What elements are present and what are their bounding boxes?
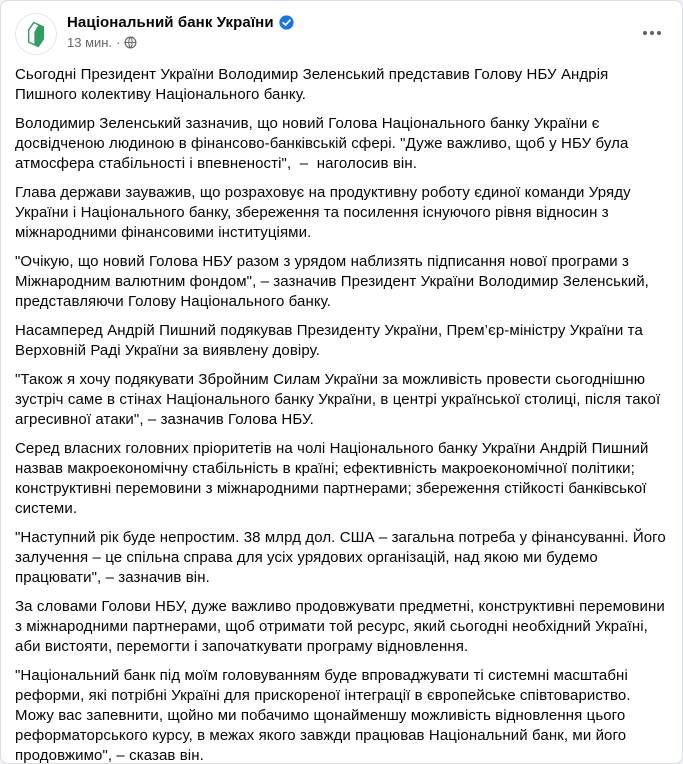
nbu-logo-icon — [25, 21, 47, 48]
post-header — [1, 1, 682, 61]
post-text-paragraph: Сьогодні Президент України Володимир Зеленський представив Голову НБУ Андрія Пишного колективу Національного банку. — [15, 66, 613, 103]
page-avatar[interactable] — [15, 13, 57, 55]
post-text-paragraph: Володимир Зеленський зазначив, що новий Голова Національного банку України є досвідченою людиною в фінансово-банківській сфері. "Дуже важливо, щоб у НБУ була атмосфера стабільності і впевненості", – наголосив він. — [15, 115, 633, 172]
post-text-paragraph: За словами Голови НБУ, дуже важливо продовжувати предметні, конструктивні перемовини з міжнародними партнерами, щоб отримати той ресурс, який сьогодні необхідний Україні, аби вистояти, перемогти і започаткувати програму відновлення. — [15, 598, 670, 655]
post-timestamp[interactable]: 13 мин. — [67, 35, 113, 50]
post-text-paragraph: Глава держави зауважив, що розраховує на продуктивну роботу єдиної команди Уряду України і Національного банку, збереження та посилення існуючого рівня відносин з міжнародними фінансовими інституціями. — [15, 184, 635, 241]
post-text-paragraph: Серед власних головних пріоритетів на чолі Національного банку України Андрій Пишний назвав макроекономічну стабільність в країні; ефективність макроекономічної політики; конструктивні перемовини з міжнародними партнерами; збереження стійкості банківської системи. — [15, 440, 653, 517]
post-body — [1, 61, 682, 764]
page-name-link[interactable]: Національний банк України — [67, 14, 274, 31]
post-options-button[interactable] — [636, 19, 668, 47]
meta-separator: · — [116, 35, 121, 50]
ellipsis-icon — [642, 30, 662, 36]
post-text-paragraph: "Також я хочу подякувати Збройним Силам України за можливість провести сьогоднішню зустріч саме в стінах Національного банку України, в центрі української столиці, після такої агресивної атаки", – зазначив Голова НБУ. — [15, 371, 665, 428]
page-name-row — [67, 14, 666, 31]
post-text-paragraph: "Очікую, що новий Голова НБУ разом з урядом наблизять підписання нової програми з Міжнародним валютним фондом", – зазначив Президент України Володимир Зеленський, представляючи Голову Національного банку. — [15, 253, 654, 310]
post-text-paragraph: "Наступний рік буде непростим. 38 млрд дол. США – загальна потреба у фінансуванні. Його залучення – це спільна справа для усіх урядових організацій, над якою ми будемо працювати", – зазначив він. — [15, 529, 671, 586]
verified-badge-icon — [279, 15, 294, 30]
post-text-paragraph: Насамперед Андрій Пишний подякував Президенту України, Прем’єр-міністру України та Верховній Раді України за виявлену довіру. — [15, 322, 648, 359]
header-info — [67, 13, 666, 50]
post-text-paragraph: "Національний банк під моїм головуванням буде впроваджувати ті системні масштабні реформи, які потрібні Україні для прискореної інтеграції в європейське співтовариство. Можу вас запевнити, щойно ми побачимо щонайменшу можливість відновлення цього реформаторського курсу, в межах якого завжди працював Національний банк, ми його продовжимо", – сказав він. — [15, 667, 635, 764]
post-meta-row — [67, 35, 666, 50]
globe-icon — [124, 36, 137, 49]
